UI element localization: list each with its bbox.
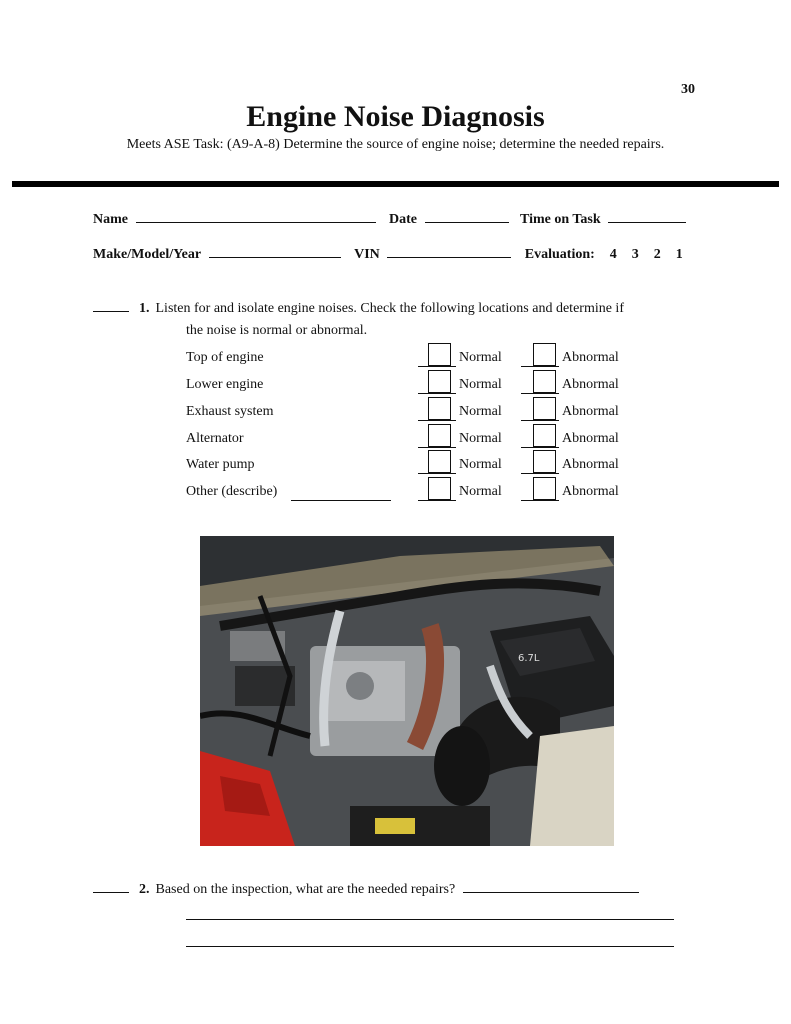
page-title: Engine Noise Diagnosis	[246, 100, 545, 133]
abnormal-checkbox[interactable]	[533, 397, 556, 420]
abnormal-label: Abnormal	[562, 484, 619, 499]
evaluation-score[interactable]: 2	[653, 247, 661, 262]
header-divider	[12, 181, 779, 187]
date-field[interactable]	[425, 208, 509, 223]
location-label: Exhaust system	[186, 404, 274, 419]
normal-label: Normal	[459, 457, 502, 472]
abnormal-label: Abnormal	[562, 377, 619, 392]
repairs-answer-line[interactable]	[186, 946, 674, 947]
evaluation-score[interactable]: 4	[609, 247, 617, 262]
evaluation-score[interactable]: 3	[631, 247, 639, 262]
normal-label: Normal	[459, 404, 502, 419]
normal-checkbox[interactable]	[428, 397, 451, 420]
date-label: Date	[389, 212, 417, 227]
repairs-answer-field[interactable]	[463, 878, 639, 893]
question-2-number: 2.	[139, 882, 150, 897]
question-1-check-blank[interactable]	[93, 297, 129, 312]
question-1-text: Listen for and isolate engine noises. Check the following locations and determine if	[155, 301, 624, 316]
location-label: Alternator	[186, 431, 244, 446]
page-number: 30	[681, 82, 695, 97]
question-2-check-blank[interactable]	[93, 878, 129, 893]
info-row-2	[93, 243, 690, 263]
location-label: Water pump	[186, 457, 255, 472]
make-model-year-field[interactable]	[209, 243, 341, 258]
evaluation-label: Evaluation:	[524, 247, 595, 262]
normal-label: Normal	[459, 350, 502, 365]
time-on-task-field[interactable]	[608, 208, 686, 223]
name-label: Name	[93, 212, 128, 227]
engine-bay-photo	[200, 536, 614, 846]
question-2	[93, 878, 639, 898]
repairs-answer-line[interactable]	[186, 919, 674, 920]
normal-checkbox[interactable]	[428, 370, 451, 393]
vin-label: VIN	[354, 247, 380, 262]
abnormal-label: Abnormal	[562, 431, 619, 446]
info-row-1	[93, 208, 686, 228]
abnormal-checkbox[interactable]	[533, 477, 556, 500]
question-1-text-cont: the noise is normal or abnormal.	[186, 323, 368, 338]
normal-checkbox[interactable]	[428, 477, 451, 500]
normal-checkbox[interactable]	[428, 450, 451, 473]
location-label: Other (describe)	[186, 484, 278, 499]
location-label: Top of engine	[186, 350, 264, 365]
normal-label: Normal	[459, 377, 502, 392]
engine-photo-svg	[200, 536, 614, 846]
abnormal-label: Abnormal	[562, 404, 619, 419]
location-label: Lower engine	[186, 377, 264, 392]
other-describe-field[interactable]	[291, 499, 391, 501]
abnormal-checkbox[interactable]	[533, 370, 556, 393]
question-1	[93, 297, 624, 317]
evaluation-score[interactable]: 1	[675, 247, 683, 262]
ase-task-subtitle: Meets ASE Task: (A9-A-8) Determine the source of engine noise; determine the needed repairs.	[126, 137, 665, 152]
make-model-year-label: Make/Model/Year	[93, 247, 202, 262]
vin-field[interactable]	[387, 243, 511, 258]
name-field[interactable]	[136, 208, 376, 223]
normal-label: Normal	[459, 484, 502, 499]
abnormal-checkbox[interactable]	[533, 424, 556, 447]
abnormal-label: Abnormal	[562, 350, 619, 365]
normal-checkbox[interactable]	[428, 424, 451, 447]
normal-checkbox[interactable]	[428, 343, 451, 366]
abnormal-checkbox[interactable]	[533, 343, 556, 366]
svg-text:6.7L: 6.7L	[518, 653, 540, 664]
abnormal-checkbox[interactable]	[533, 450, 556, 473]
time-on-task-label: Time on Task	[520, 212, 601, 227]
normal-label: Normal	[459, 431, 502, 446]
question-1-number: 1.	[139, 301, 150, 316]
abnormal-label: Abnormal	[562, 457, 619, 472]
question-2-text: Based on the inspection, what are the needed repairs?	[155, 882, 456, 897]
